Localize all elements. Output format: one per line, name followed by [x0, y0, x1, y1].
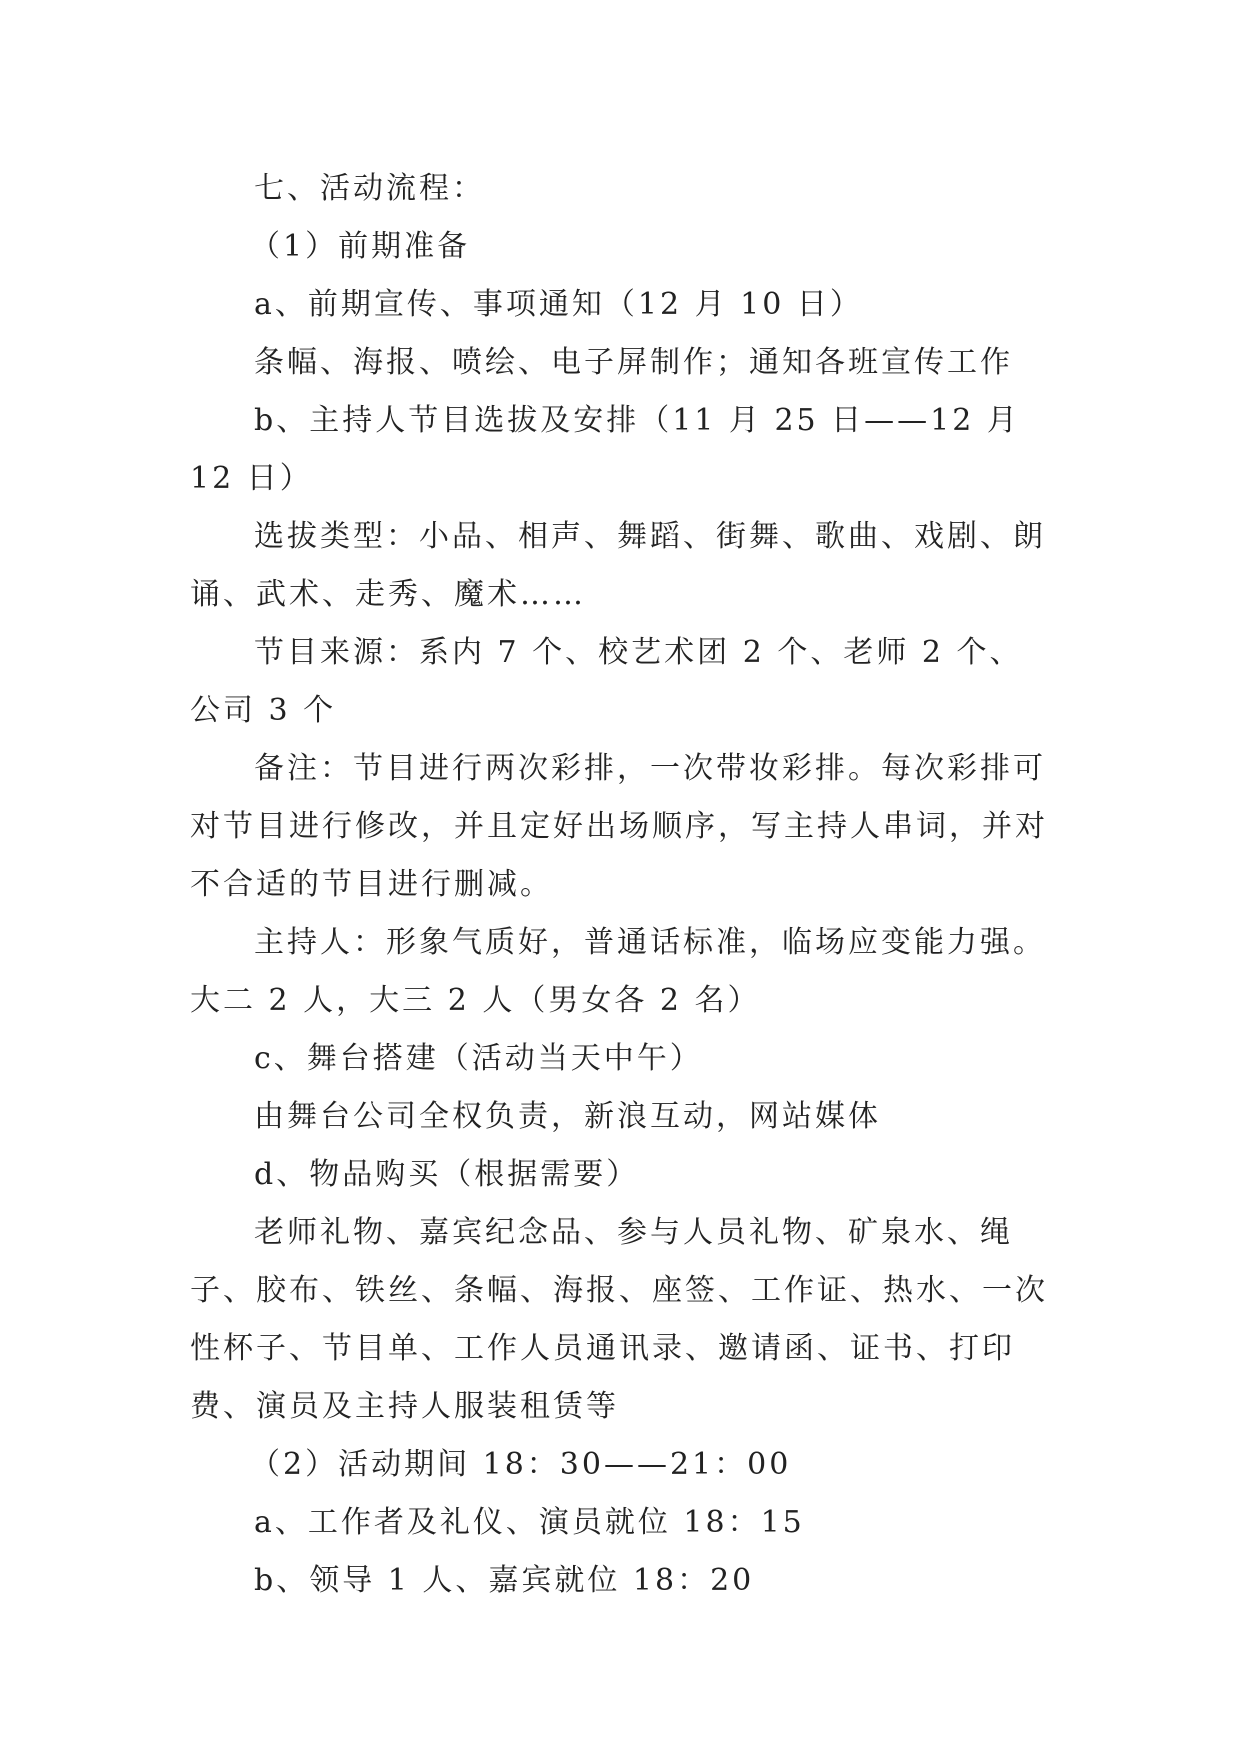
paragraph: 主持人：形象气质好，普通话标准，临场应变能力强。大二 2 人，大三 2 人（男女各 2 名） — [190, 925, 1046, 1018]
paragraph: 老师礼物、嘉宾纪念品、参与人员礼物、矿泉水、绳子、胶布、铁丝、条幅、海报、座签、工作证、热水、一次性杯子、节目单、工作人员通讯录、邀请函、证书、打印费、演员及主持人服装租赁等 — [190, 1215, 1048, 1424]
paragraph: 备注：节目进行两次彩排，一次带妆彩排。每次彩排可对节目进行修改，并且定好出场顺序，写主持人串词，并对不合适的节目进行删减。 — [190, 751, 1048, 902]
paragraph: 条幅、海报、喷绘、电子屏制作；通知各班宣传工作 — [254, 345, 1013, 380]
document-body — [190, 160, 1050, 1610]
paragraph: b、领导 1 人、嘉宾就位 18：20 — [254, 1563, 755, 1598]
paragraph: 选拔类型：小品、相声、舞蹈、街舞、歌曲、戏剧、朗诵、武术、走秀、魔术…… — [190, 519, 1046, 612]
subsection-heading: （2）活动期间 18：30——21：00 — [250, 1447, 792, 1482]
paragraph: a、前期宣传、事项通知（12 月 10 日） — [254, 287, 863, 322]
paragraph: 由舞台公司全权负责，新浪互动，网站媒体 — [254, 1099, 881, 1134]
paragraph: 节目来源：系内 7 个、校艺术团 2 个、老师 2 个、公司 3 个 — [190, 635, 1023, 728]
paragraph: d、物品购买（根据需要） — [254, 1157, 640, 1192]
paragraph: c、舞台搭建（活动当天中午） — [254, 1041, 703, 1076]
paragraph: a、工作者及礼仪、演员就位 18：15 — [254, 1505, 805, 1540]
paragraph: b、主持人节目选拔及安排（11 月 25 日——12 月 12 日） — [190, 403, 1020, 496]
subsection-heading: （1）前期准备 — [250, 229, 471, 264]
section-heading: 七、活动流程： — [254, 171, 485, 206]
